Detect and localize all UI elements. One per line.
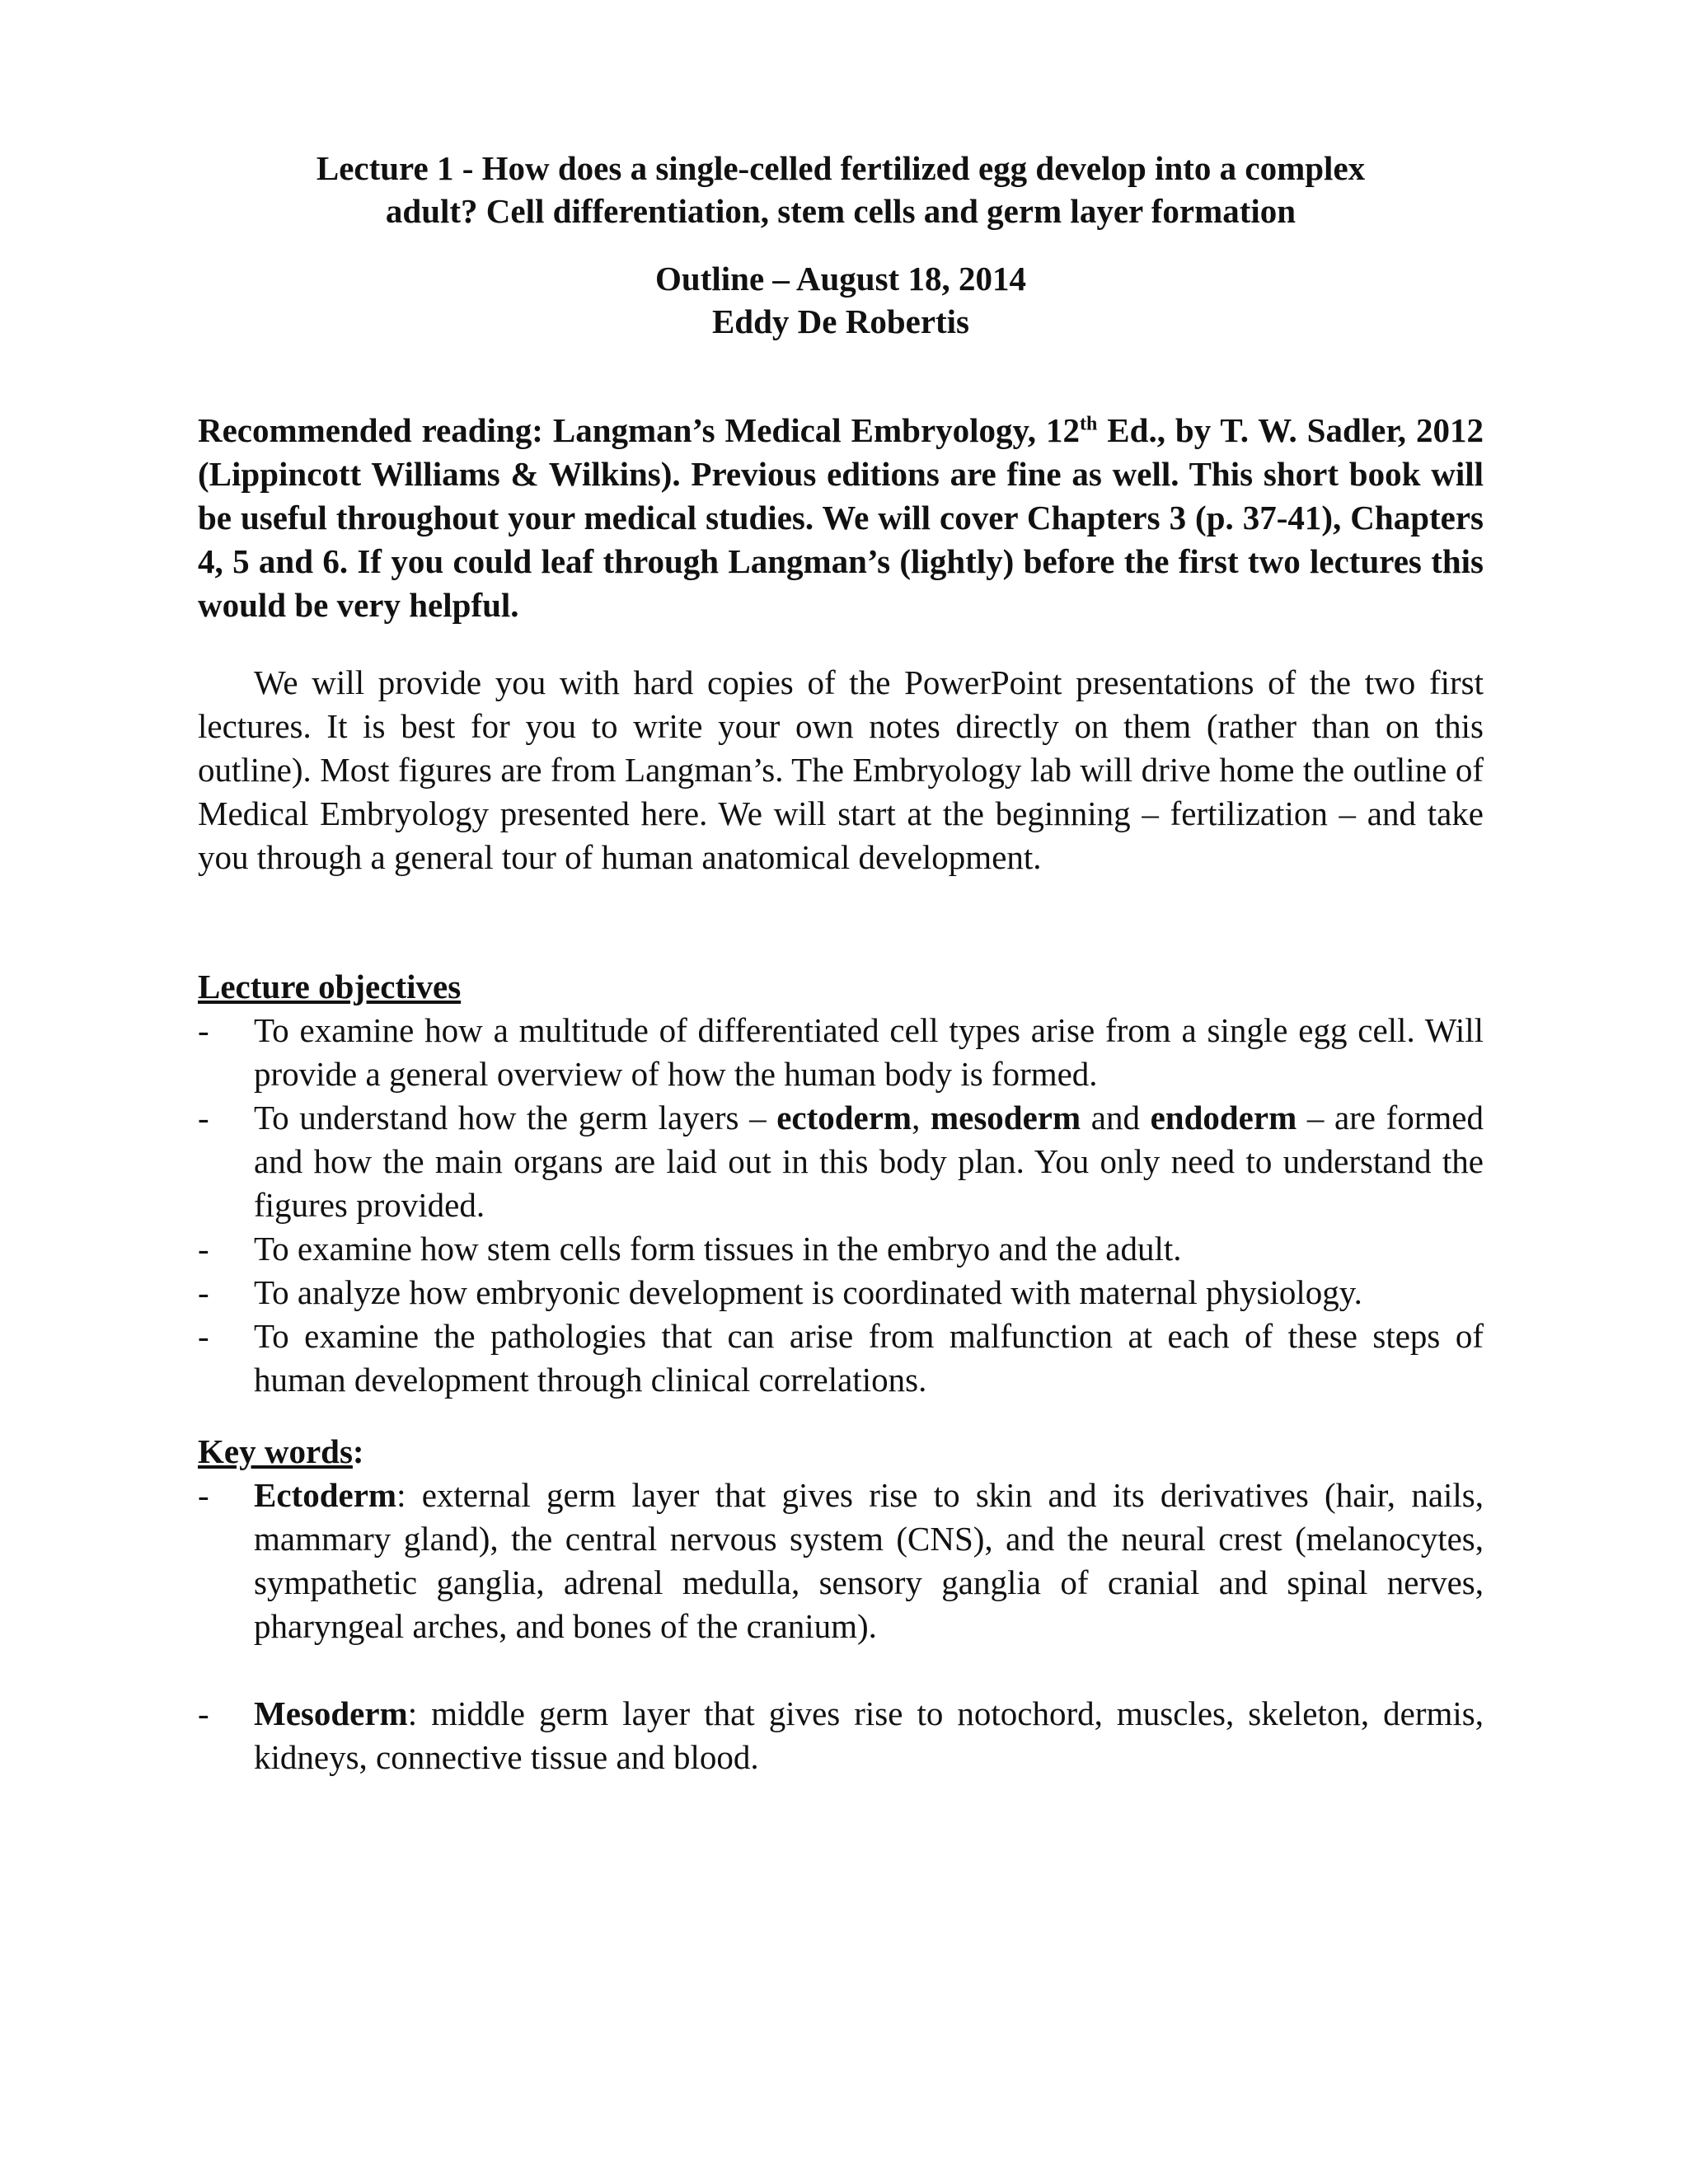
recommended-reading — [198, 409, 1484, 627]
keyword-term: Mesoderm — [254, 1694, 408, 1732]
dash-bullet: - — [198, 1011, 209, 1049]
outline-header — [198, 257, 1484, 343]
reading-suffix: Ed., by T. W. Sadler, 2012 (Lippincott Williams & Wilkins). Previous editions are fine as well. This short book will be useful throughout your medical studies. We will cover Chapters 3 (p. 37-41), Chapters 4, 5 and 6. If you could leaf through Langman’s (lightly) before the first two lectures this would be very helpful. — [198, 411, 1484, 624]
term-ectoderm: ectoderm — [776, 1099, 912, 1137]
reading-superscript: th — [1079, 413, 1098, 435]
objective-item — [198, 1096, 1484, 1227]
objectives-list — [198, 1009, 1484, 1402]
objective-item — [198, 1271, 1484, 1315]
objective-text: To analyze how embryonic development is coordinated with maternal physiology. — [254, 1273, 1362, 1311]
lecture-title-line-1: Lecture 1 - How does a single-celled fertilized egg develop into a complex — [316, 149, 1366, 187]
objective-item — [198, 1315, 1484, 1402]
keyword-item-mesoderm — [198, 1692, 1484, 1779]
keyword-definition: : middle germ layer that gives rise to notochord, muscles, skeleton, dermis, kidneys, connective tissue and blood. — [254, 1694, 1484, 1776]
keywords-list — [198, 1474, 1484, 1779]
objective-text-part: To understand how the germ layers – — [254, 1099, 777, 1137]
objective-item — [198, 1227, 1484, 1271]
objective-text: To examine how a multitude of differentiated cell types arise from a single egg cell. Will provide a general overview of how the human body is formed. — [254, 1011, 1484, 1093]
author-name: Eddy De Robertis — [711, 302, 970, 340]
dash-bullet: - — [198, 1099, 209, 1137]
term-endoderm: endoderm — [1150, 1099, 1297, 1137]
document-page — [198, 147, 1484, 1779]
lecture-title — [198, 147, 1484, 232]
objective-text: To examine the pathologies that can arise from malfunction at each of these steps of human development through clinical correlations. — [254, 1317, 1484, 1399]
keywords-heading-text: Key words — [198, 1432, 353, 1470]
keyword-definition: : external germ layer that gives rise to skin and its derivatives (hair, nails, mammary gland), the central nervous system (CNS), and the neural crest (melanocytes, sympathetic ganglia, adrenal medulla, sensory ganglia of cranial and spinal nerves, pharyngeal arches, and bones of the cranium). — [254, 1476, 1484, 1645]
objective-item — [198, 1009, 1484, 1096]
keyword-item-ectoderm — [198, 1474, 1484, 1648]
intro-paragraph: We will provide you with hard copies of the PowerPoint presentations of the two first lectures. It is best for you to write your own notes directly on them (rather than on this outline). Most figures are from Langman’s. The Embryology lab will drive home the outline of Medical Embryology presented here. We will start at the beginning – fertilization – and take you through a general tour of human anatomical development. — [198, 663, 1484, 876]
dash-bullet: - — [198, 1317, 209, 1355]
keywords-heading — [198, 1430, 1484, 1474]
objectives-heading: Lecture objectives — [198, 968, 462, 1005]
dash-bullet: - — [198, 1230, 209, 1268]
dash-bullet: - — [198, 1476, 209, 1514]
objective-text-part: – are formed and how the main organs are laid out in this body plan. You only need to understand the figures provided. — [254, 1099, 1484, 1224]
keyword-term: Ectoderm — [254, 1476, 397, 1514]
reading-prefix: Recommended reading: Langman’s Medical Embryology, 12 — [198, 411, 1080, 449]
term-mesoderm: mesoderm — [930, 1099, 1081, 1137]
dash-bullet: - — [198, 1273, 209, 1311]
dash-bullet: - — [198, 1694, 209, 1732]
objective-text: To examine how stem cells form tissues in the embryo and the adult. — [254, 1230, 1182, 1268]
objective-text-part: , — [912, 1099, 931, 1137]
keywords-heading-colon: : — [352, 1432, 364, 1470]
outline-date: Outline – August 18, 2014 — [655, 260, 1026, 298]
lecture-title-line-2: adult? Cell differentiation, stem cells and germ layer formation — [385, 192, 1296, 230]
objective-text-part: and — [1081, 1099, 1151, 1137]
